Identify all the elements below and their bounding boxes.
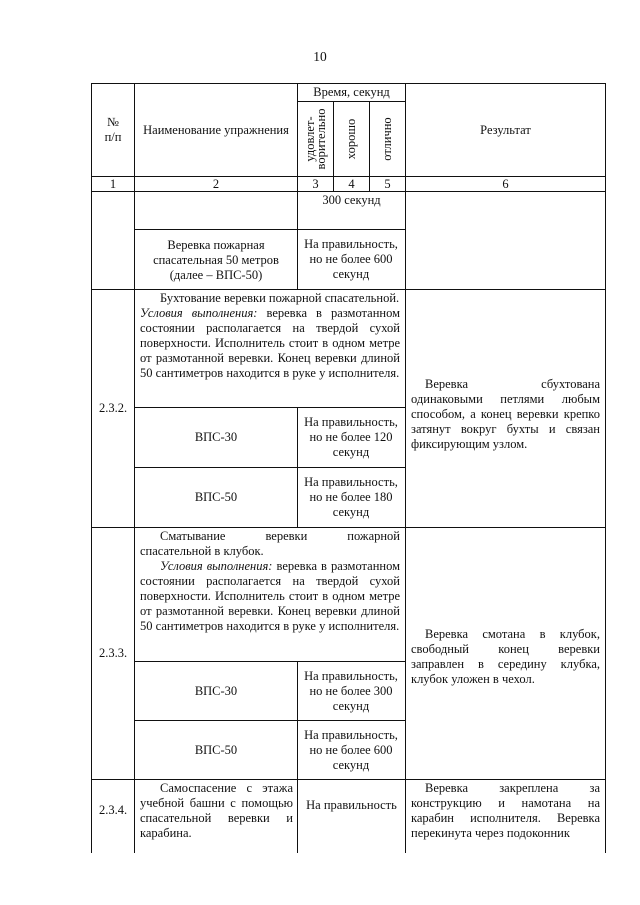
col-number-3: 3 xyxy=(312,176,319,191)
col-number-2: 2 xyxy=(212,176,220,191)
exercise-2-3-3-vps30: ВПС-30 xyxy=(194,683,238,698)
exercise-2-3-2-cond-text: веревка в размотанном состоянии располагается на твердой сухой поверхности. Исполнитель стоит в одном метре от размотанной веревки. Конец веревки длиной 50 сантиметров находится в руке у исполнителя. xyxy=(140,306,400,380)
col-number-1: 1 xyxy=(109,176,117,191)
exercise-2-3-2-title: Бухтование веревки пожарной спасательной. xyxy=(160,291,400,305)
exercise-2-3-2-conditions-block xyxy=(140,306,400,381)
exercise-2-3-3-cond-text: веревка в размотанном состоянии располагается на твердой сухой поверхности. Исполнитель стоит в одном метре от размотанной веревки. Конец веревки длиной 50 сантиметров находится в руке у исполнителя. xyxy=(140,559,400,633)
exercise-2-3-2-vps30: ВПС-30 xyxy=(194,430,238,444)
exercise-2-3-3-vps50: ВПС-50 xyxy=(194,742,238,757)
vps50-time: На правильность, но не более 600 секунд xyxy=(304,237,398,281)
page-number: 10 xyxy=(313,49,327,64)
header-satisfactory-line1: удовлет- xyxy=(303,116,317,162)
vps50-name: Веревка пожарная спасательная 50 метров (далее – ВПС-50) xyxy=(153,237,279,282)
header-good xyxy=(334,102,369,176)
exercise-2-3-2-vps50-time: На правильность, но не более 180 секунд xyxy=(304,475,398,519)
exercise-2-3-2-cond-label: Условия выполнения: xyxy=(140,306,258,320)
col-number-6: 6 xyxy=(502,176,509,191)
exercise-2-3-2-vps30-time: На правильность, но не более 120 секунд xyxy=(304,415,398,459)
exercise-2-3-2-result: Веревка сбухтована одинаковыми петлями любым способом, а конец веревки крепко затянут вокруг бухты и связан фиксирующим узлом. xyxy=(411,377,600,451)
exercise-2-3-3-conditions-block xyxy=(140,559,400,634)
exercise-2-3-3-vps30-time: На правильность, но не более 300 секунд xyxy=(304,668,398,713)
exercise-2-3-3-cond-label: Условия выполнения: xyxy=(160,559,273,573)
exercise-2-3-4-time: На правильность xyxy=(306,797,397,812)
exercise-2-3-2-description xyxy=(140,291,400,306)
header-time: Время, секунд xyxy=(313,85,390,99)
header-exercise-name: Наименование упражнения xyxy=(143,122,289,137)
row-number-2-3-2: 2.3.2. xyxy=(98,401,128,415)
exercise-2-3-3-vps50-time: На правильность, но не более 600 секунд xyxy=(304,727,398,772)
col-number-4: 4 xyxy=(348,176,355,191)
row-number-2-3-3: 2.3.3. xyxy=(98,646,128,660)
header-excellent-label: отлично xyxy=(380,117,394,161)
exercise-2-3-2-vps50: ВПС-50 xyxy=(194,490,238,504)
header-excellent xyxy=(370,102,405,176)
exercise-2-3-4-name: Самоспасение с этажа учебной башни с помощью спасательной веревки и карабина. xyxy=(140,781,293,840)
exercise-2-3-4-result: Веревка закреплена за конструкцию и намотана на карабин исполнителя. Веревка перекинута через подоконник xyxy=(411,781,600,840)
header-good-label: хорошо xyxy=(344,118,358,160)
header-result: Результат xyxy=(480,122,531,137)
exercise-2-3-3-title: Сматывание веревки пожарной спасательной в клубок. xyxy=(140,529,400,558)
continued-time: 300 секунд xyxy=(322,193,381,207)
header-number: № п/п xyxy=(104,115,122,144)
exercise-2-3-3-result: Веревка смотана в клубок, свободный конец веревки заправлен в середину клубка, клубок уложен в чехол. xyxy=(411,627,600,686)
row-number-2-3-4: 2.3.4. xyxy=(98,802,128,817)
header-satisfactory xyxy=(298,102,333,176)
col-number-5: 5 xyxy=(384,176,391,191)
header-satisfactory-line2: ворительно xyxy=(314,108,328,170)
